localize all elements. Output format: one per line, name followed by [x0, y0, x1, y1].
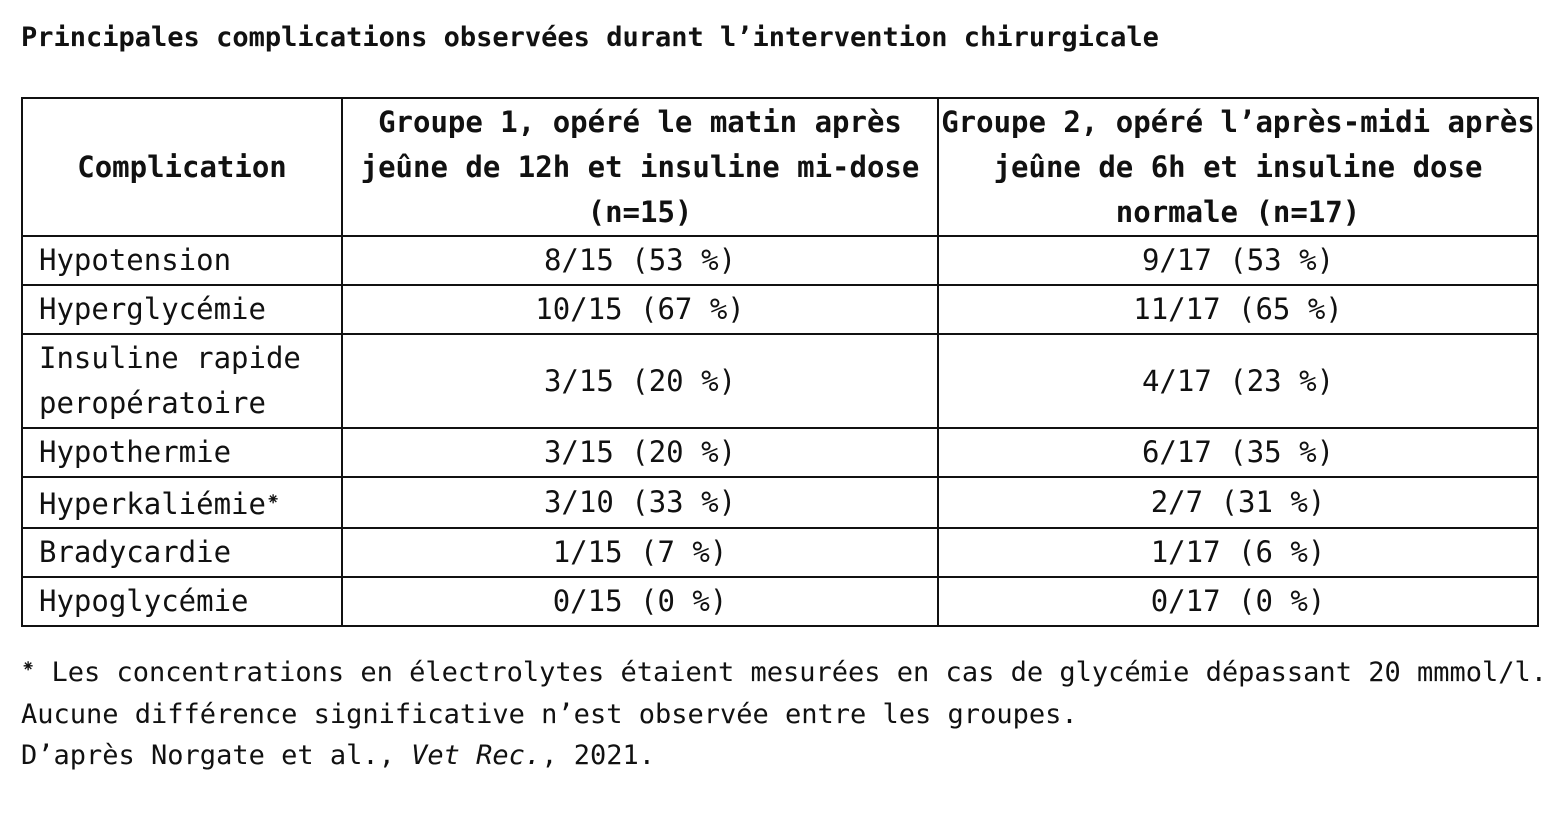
footnote-text: Les concentrations en électrolytes étaient mesurées en cas de glycémie dépassant 20 mmmol/l.: [51, 657, 1548, 688]
source-suffix: , 2021.: [541, 740, 655, 771]
source-citation: [21, 740, 655, 771]
row-group-1-value: 3/15 (20 %): [342, 334, 938, 428]
table-row: [22, 528, 1538, 577]
table-row: [22, 285, 1538, 334]
row-complication-name: Hyperglycémie: [22, 285, 342, 334]
row-group-2-value: 11/17 (65 %): [938, 285, 1538, 334]
row-complication-name: Hypoglycémie: [22, 577, 342, 626]
row-complication-name: Hypothermie: [22, 428, 342, 477]
table-row: [22, 236, 1538, 285]
header-group-2: Groupe 2, opéré l’après-midi après jeûne de 6h et insuline dose normale (n=17): [938, 98, 1538, 236]
row-group-2-value: 0/17 (0 %): [938, 577, 1538, 626]
table-row: [22, 428, 1538, 477]
row-complication-name: Hyperkaliémie: [39, 487, 266, 521]
source-prefix: D’après Norgate et al.,: [21, 740, 412, 771]
row-group-2-value: 4/17 (23 %): [938, 334, 1538, 428]
row-group-2-value: 6/17 (35 %): [938, 428, 1538, 477]
source-journal: Vet Rec.: [411, 740, 542, 771]
row-complication-name: Insuline rapide peropératoire: [22, 334, 342, 428]
table-header-row: [22, 98, 1538, 236]
table-row: [22, 477, 1538, 528]
row-complication-name: Hypotension: [22, 236, 342, 285]
row-group-1-value: 3/15 (20 %): [342, 428, 938, 477]
row-complication-name: Bradycardie: [22, 528, 342, 577]
header-complication: Complication: [22, 98, 342, 236]
row-group-1-value: 8/15 (53 %): [342, 236, 938, 285]
row-group-1-value: 10/15 (67 %): [342, 285, 938, 334]
complications-table: [21, 97, 1539, 627]
row-group-1-value: 1/15 (7 %): [342, 528, 938, 577]
header-group-1: Groupe 1, opéré le matin après jeûne de 12h et insuline mi-dose (n=15): [342, 98, 938, 236]
footnote-electrolytes: [21, 657, 1547, 688]
row-group-1-value: 3/10 (33 %): [342, 477, 938, 528]
footnote-marker: ⁕: [265, 490, 281, 510]
row-group-2-value: 9/17 (53 %): [938, 236, 1538, 285]
row-group-2-value: 1/17 (6 %): [938, 528, 1538, 577]
row-group-1-value: 0/15 (0 %): [342, 577, 938, 626]
table-title: Principales complications observées durant l’intervention chirurgicale: [21, 22, 1159, 53]
row-group-2-value: 2/7 (31 %): [938, 477, 1538, 528]
row-complication-name-cell: [22, 477, 342, 528]
table-row: [22, 577, 1538, 626]
table-row: [22, 334, 1538, 428]
footnote-marker: ⁕: [21, 657, 36, 677]
note-no-difference: Aucune différence significative n’est observée entre les groupes.: [21, 699, 1078, 730]
